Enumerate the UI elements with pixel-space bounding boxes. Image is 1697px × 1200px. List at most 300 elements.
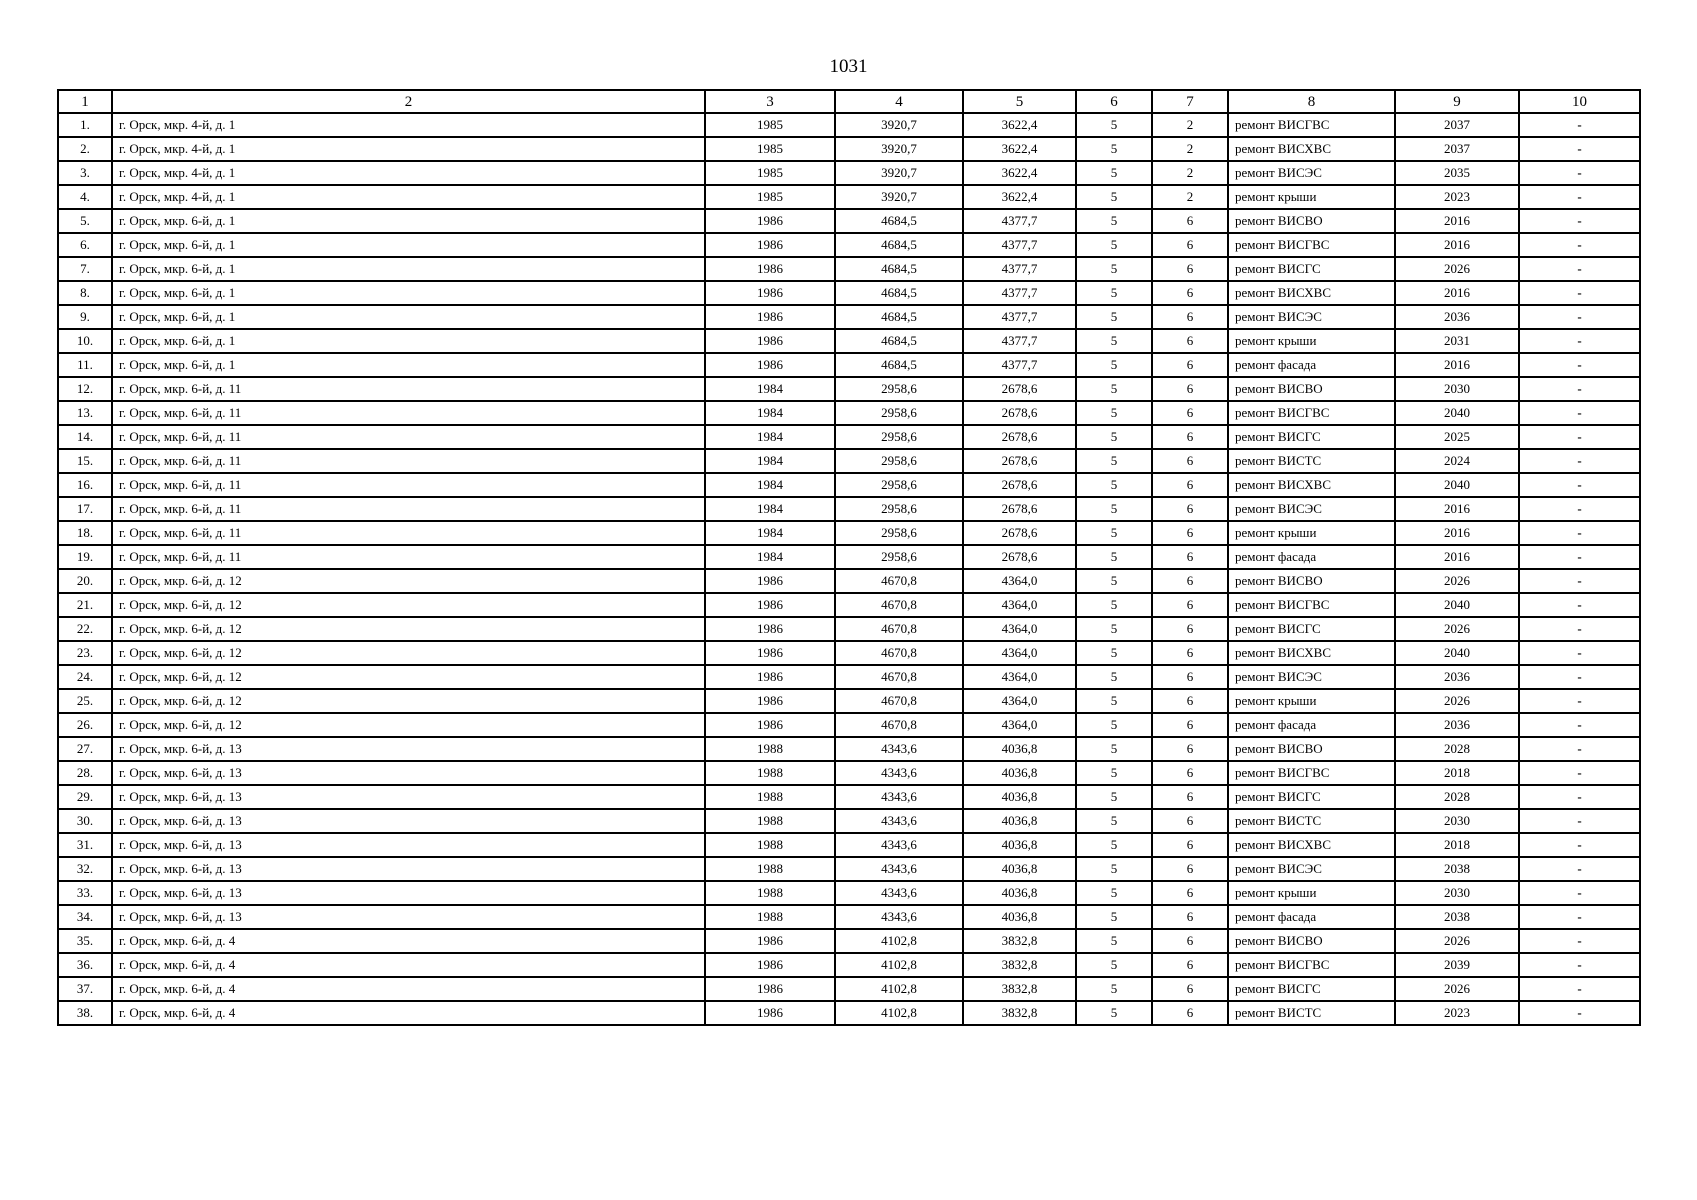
living-area-cell: 4036,8: [963, 857, 1076, 881]
entrances-cell: 6: [1152, 497, 1228, 521]
note-cell: -: [1519, 809, 1640, 833]
planned-year-cell: 2016: [1395, 521, 1519, 545]
living-area-cell: 4377,7: [963, 305, 1076, 329]
floors-cell: 5: [1076, 233, 1152, 257]
address-cell: г. Орск, мкр. 6-й, д. 1: [112, 353, 705, 377]
table-row: [58, 713, 1640, 737]
build-year-cell: 1984: [705, 521, 835, 545]
entrances-cell: 6: [1152, 977, 1228, 1001]
total-area-cell: 4343,6: [835, 905, 963, 929]
table-row: [58, 497, 1640, 521]
note-cell: -: [1519, 617, 1640, 641]
note-cell: -: [1519, 953, 1640, 977]
row-number-cell: 7.: [58, 257, 112, 281]
total-area-cell: 2958,6: [835, 449, 963, 473]
planned-year-cell: 2035: [1395, 161, 1519, 185]
entrances-cell: 2: [1152, 137, 1228, 161]
table-row: [58, 617, 1640, 641]
column-header: 2: [112, 90, 705, 113]
work-type-cell: ремонт ВИСГВС: [1228, 113, 1395, 137]
address-cell: г. Орск, мкр. 6-й, д. 4: [112, 929, 705, 953]
work-type-cell: ремонт ВИСЭС: [1228, 497, 1395, 521]
entrances-cell: 6: [1152, 953, 1228, 977]
work-type-cell: ремонт ВИСГС: [1228, 785, 1395, 809]
table-row: [58, 305, 1640, 329]
floors-cell: 5: [1076, 353, 1152, 377]
planned-year-cell: 2030: [1395, 881, 1519, 905]
build-year-cell: 1986: [705, 713, 835, 737]
floors-cell: 5: [1076, 449, 1152, 473]
floors-cell: 5: [1076, 617, 1152, 641]
planned-year-cell: 2040: [1395, 401, 1519, 425]
table-row: [58, 569, 1640, 593]
row-number-cell: 37.: [58, 977, 112, 1001]
total-area-cell: 2958,6: [835, 473, 963, 497]
table-row: [58, 545, 1640, 569]
floors-cell: 5: [1076, 641, 1152, 665]
entrances-cell: 6: [1152, 473, 1228, 497]
entrances-cell: 6: [1152, 257, 1228, 281]
entrances-cell: 6: [1152, 545, 1228, 569]
total-area-cell: 4670,8: [835, 665, 963, 689]
row-number-cell: 38.: [58, 1001, 112, 1025]
work-type-cell: ремонт ВИСТС: [1228, 809, 1395, 833]
total-area-cell: 4684,5: [835, 329, 963, 353]
total-area-cell: 3920,7: [835, 137, 963, 161]
row-number-cell: 14.: [58, 425, 112, 449]
build-year-cell: 1986: [705, 569, 835, 593]
total-area-cell: 4670,8: [835, 617, 963, 641]
living-area-cell: 4036,8: [963, 737, 1076, 761]
build-year-cell: 1984: [705, 473, 835, 497]
address-cell: г. Орск, мкр. 6-й, д. 13: [112, 785, 705, 809]
table-row: [58, 809, 1640, 833]
row-number-cell: 4.: [58, 185, 112, 209]
floors-cell: 5: [1076, 809, 1152, 833]
living-area-cell: 4036,8: [963, 761, 1076, 785]
note-cell: -: [1519, 257, 1640, 281]
floors-cell: 5: [1076, 761, 1152, 785]
planned-year-cell: 2031: [1395, 329, 1519, 353]
total-area-cell: 4102,8: [835, 929, 963, 953]
build-year-cell: 1984: [705, 449, 835, 473]
note-cell: -: [1519, 281, 1640, 305]
address-cell: г. Орск, мкр. 6-й, д. 1: [112, 281, 705, 305]
work-type-cell: ремонт ВИСХВС: [1228, 833, 1395, 857]
address-cell: г. Орск, мкр. 6-й, д. 12: [112, 641, 705, 665]
address-cell: г. Орск, мкр. 6-й, д. 13: [112, 905, 705, 929]
work-type-cell: ремонт крыши: [1228, 185, 1395, 209]
address-cell: г. Орск, мкр. 6-й, д. 4: [112, 1001, 705, 1025]
table-row: [58, 401, 1640, 425]
total-area-cell: 4102,8: [835, 953, 963, 977]
note-cell: -: [1519, 473, 1640, 497]
floors-cell: 5: [1076, 1001, 1152, 1025]
row-number-cell: 23.: [58, 641, 112, 665]
floors-cell: 5: [1076, 113, 1152, 137]
total-area-cell: 3920,7: [835, 185, 963, 209]
floors-cell: 5: [1076, 185, 1152, 209]
work-type-cell: ремонт ВИСХВС: [1228, 137, 1395, 161]
address-cell: г. Орск, мкр. 6-й, д. 12: [112, 593, 705, 617]
row-number-cell: 31.: [58, 833, 112, 857]
table-row: [58, 449, 1640, 473]
living-area-cell: 2678,6: [963, 497, 1076, 521]
total-area-cell: 4102,8: [835, 977, 963, 1001]
floors-cell: 5: [1076, 833, 1152, 857]
note-cell: -: [1519, 209, 1640, 233]
total-area-cell: 4670,8: [835, 569, 963, 593]
work-type-cell: ремонт ВИСТС: [1228, 449, 1395, 473]
row-number-cell: 33.: [58, 881, 112, 905]
total-area-cell: 4102,8: [835, 1001, 963, 1025]
table-row: [58, 737, 1640, 761]
build-year-cell: 1986: [705, 305, 835, 329]
total-area-cell: 4684,5: [835, 281, 963, 305]
row-number-cell: 20.: [58, 569, 112, 593]
total-area-cell: 2958,6: [835, 425, 963, 449]
planned-year-cell: 2024: [1395, 449, 1519, 473]
entrances-cell: 6: [1152, 905, 1228, 929]
floors-cell: 5: [1076, 929, 1152, 953]
build-year-cell: 1986: [705, 617, 835, 641]
build-year-cell: 1988: [705, 809, 835, 833]
note-cell: -: [1519, 425, 1640, 449]
total-area-cell: 4670,8: [835, 593, 963, 617]
work-type-cell: ремонт ВИСГС: [1228, 977, 1395, 1001]
floors-cell: 5: [1076, 281, 1152, 305]
living-area-cell: 4364,0: [963, 713, 1076, 737]
work-type-cell: ремонт ВИСВО: [1228, 929, 1395, 953]
floors-cell: 5: [1076, 881, 1152, 905]
row-number-cell: 26.: [58, 713, 112, 737]
row-number-cell: 8.: [58, 281, 112, 305]
living-area-cell: 4036,8: [963, 785, 1076, 809]
floors-cell: 5: [1076, 593, 1152, 617]
row-number-cell: 25.: [58, 689, 112, 713]
planned-year-cell: 2016: [1395, 281, 1519, 305]
planned-year-cell: 2016: [1395, 233, 1519, 257]
address-cell: г. Орск, мкр. 6-й, д. 11: [112, 377, 705, 401]
build-year-cell: 1986: [705, 233, 835, 257]
entrances-cell: 2: [1152, 161, 1228, 185]
work-type-cell: ремонт крыши: [1228, 689, 1395, 713]
living-area-cell: 4364,0: [963, 569, 1076, 593]
total-area-cell: 2958,6: [835, 545, 963, 569]
table-row: [58, 185, 1640, 209]
address-cell: г. Орск, мкр. 6-й, д. 1: [112, 233, 705, 257]
address-cell: г. Орск, мкр. 6-й, д. 1: [112, 257, 705, 281]
row-number-cell: 24.: [58, 665, 112, 689]
total-area-cell: 4343,6: [835, 833, 963, 857]
row-number-cell: 1.: [58, 113, 112, 137]
work-type-cell: ремонт ВИСВО: [1228, 377, 1395, 401]
living-area-cell: 3832,8: [963, 977, 1076, 1001]
build-year-cell: 1984: [705, 497, 835, 521]
note-cell: -: [1519, 689, 1640, 713]
build-year-cell: 1988: [705, 833, 835, 857]
note-cell: -: [1519, 233, 1640, 257]
note-cell: -: [1519, 929, 1640, 953]
address-cell: г. Орск, мкр. 6-й, д. 1: [112, 209, 705, 233]
work-type-cell: ремонт крыши: [1228, 329, 1395, 353]
work-type-cell: ремонт ВИСЭС: [1228, 857, 1395, 881]
entrances-cell: 6: [1152, 233, 1228, 257]
work-type-cell: ремонт фасада: [1228, 545, 1395, 569]
row-number-cell: 32.: [58, 857, 112, 881]
entrances-cell: 6: [1152, 641, 1228, 665]
entrances-cell: 6: [1152, 209, 1228, 233]
total-area-cell: 3920,7: [835, 113, 963, 137]
planned-year-cell: 2028: [1395, 785, 1519, 809]
entrances-cell: 6: [1152, 425, 1228, 449]
floors-cell: 5: [1076, 785, 1152, 809]
address-cell: г. Орск, мкр. 4-й, д. 1: [112, 137, 705, 161]
total-area-cell: 4684,5: [835, 353, 963, 377]
note-cell: -: [1519, 641, 1640, 665]
entrances-cell: 6: [1152, 617, 1228, 641]
build-year-cell: 1986: [705, 353, 835, 377]
entrances-cell: 6: [1152, 761, 1228, 785]
note-cell: -: [1519, 785, 1640, 809]
floors-cell: 5: [1076, 905, 1152, 929]
row-number-cell: 2.: [58, 137, 112, 161]
row-number-cell: 10.: [58, 329, 112, 353]
note-cell: -: [1519, 761, 1640, 785]
build-year-cell: 1985: [705, 185, 835, 209]
floors-cell: 5: [1076, 473, 1152, 497]
column-header: 5: [963, 90, 1076, 113]
entrances-cell: 6: [1152, 929, 1228, 953]
total-area-cell: 4684,5: [835, 233, 963, 257]
work-type-cell: ремонт фасада: [1228, 353, 1395, 377]
table-row: [58, 689, 1640, 713]
planned-year-cell: 2038: [1395, 857, 1519, 881]
living-area-cell: 4364,0: [963, 593, 1076, 617]
entrances-cell: 6: [1152, 1001, 1228, 1025]
note-cell: -: [1519, 881, 1640, 905]
work-type-cell: ремонт фасада: [1228, 905, 1395, 929]
table-row: [58, 1001, 1640, 1025]
row-number-cell: 29.: [58, 785, 112, 809]
planned-year-cell: 2016: [1395, 545, 1519, 569]
work-type-cell: ремонт ВИСГВС: [1228, 233, 1395, 257]
planned-year-cell: 2016: [1395, 497, 1519, 521]
table-row: [58, 209, 1640, 233]
address-cell: г. Орск, мкр. 6-й, д. 11: [112, 425, 705, 449]
work-type-cell: ремонт ВИСВО: [1228, 737, 1395, 761]
build-year-cell: 1988: [705, 737, 835, 761]
row-number-cell: 16.: [58, 473, 112, 497]
floors-cell: 5: [1076, 401, 1152, 425]
work-type-cell: ремонт ВИСВО: [1228, 209, 1395, 233]
build-year-cell: 1984: [705, 401, 835, 425]
build-year-cell: 1986: [705, 977, 835, 1001]
table-row: [58, 137, 1640, 161]
address-cell: г. Орск, мкр. 4-й, д. 1: [112, 113, 705, 137]
column-header: 7: [1152, 90, 1228, 113]
living-area-cell: 4364,0: [963, 665, 1076, 689]
living-area-cell: 4036,8: [963, 881, 1076, 905]
work-type-cell: ремонт ВИСЭС: [1228, 665, 1395, 689]
address-cell: г. Орск, мкр. 6-й, д. 13: [112, 737, 705, 761]
living-area-cell: 4036,8: [963, 833, 1076, 857]
planned-year-cell: 2037: [1395, 113, 1519, 137]
floors-cell: 5: [1076, 977, 1152, 1001]
total-area-cell: 4670,8: [835, 689, 963, 713]
column-header: 6: [1076, 90, 1152, 113]
total-area-cell: 4343,6: [835, 785, 963, 809]
entrances-cell: 6: [1152, 449, 1228, 473]
table-row: [58, 785, 1640, 809]
note-cell: -: [1519, 713, 1640, 737]
table-row: [58, 377, 1640, 401]
build-year-cell: 1986: [705, 689, 835, 713]
work-type-cell: ремонт ВИСГВС: [1228, 401, 1395, 425]
planned-year-cell: 2037: [1395, 137, 1519, 161]
planned-year-cell: 2016: [1395, 209, 1519, 233]
address-cell: г. Орск, мкр. 6-й, д. 13: [112, 809, 705, 833]
planned-year-cell: 2028: [1395, 737, 1519, 761]
total-area-cell: 4343,6: [835, 761, 963, 785]
planned-year-cell: 2026: [1395, 689, 1519, 713]
entrances-cell: 6: [1152, 569, 1228, 593]
planned-year-cell: 2040: [1395, 641, 1519, 665]
entrances-cell: 6: [1152, 665, 1228, 689]
column-header: 1: [58, 90, 112, 113]
entrances-cell: 6: [1152, 785, 1228, 809]
floors-cell: 5: [1076, 689, 1152, 713]
build-year-cell: 1986: [705, 665, 835, 689]
build-year-cell: 1986: [705, 281, 835, 305]
entrances-cell: 6: [1152, 881, 1228, 905]
note-cell: -: [1519, 377, 1640, 401]
note-cell: -: [1519, 593, 1640, 617]
total-area-cell: 4343,6: [835, 737, 963, 761]
build-year-cell: 1986: [705, 953, 835, 977]
total-area-cell: 2958,6: [835, 497, 963, 521]
floors-cell: 5: [1076, 713, 1152, 737]
planned-year-cell: 2030: [1395, 377, 1519, 401]
address-cell: г. Орск, мкр. 6-й, д. 1: [112, 305, 705, 329]
total-area-cell: 2958,6: [835, 401, 963, 425]
floors-cell: 5: [1076, 161, 1152, 185]
address-cell: г. Орск, мкр. 6-й, д. 11: [112, 473, 705, 497]
work-type-cell: ремонт ВИСГС: [1228, 257, 1395, 281]
work-type-cell: ремонт крыши: [1228, 521, 1395, 545]
address-cell: г. Орск, мкр. 6-й, д. 12: [112, 713, 705, 737]
build-year-cell: 1986: [705, 1001, 835, 1025]
total-area-cell: 4343,6: [835, 809, 963, 833]
planned-year-cell: 2040: [1395, 593, 1519, 617]
row-number-cell: 11.: [58, 353, 112, 377]
entrances-cell: 6: [1152, 305, 1228, 329]
table-row: [58, 425, 1640, 449]
floors-cell: 5: [1076, 377, 1152, 401]
note-cell: -: [1519, 449, 1640, 473]
build-year-cell: 1988: [705, 785, 835, 809]
living-area-cell: 3622,4: [963, 161, 1076, 185]
build-year-cell: 1986: [705, 593, 835, 617]
living-area-cell: 4377,7: [963, 329, 1076, 353]
row-number-cell: 30.: [58, 809, 112, 833]
living-area-cell: 2678,6: [963, 473, 1076, 497]
planned-year-cell: 2026: [1395, 617, 1519, 641]
note-cell: -: [1519, 329, 1640, 353]
address-cell: г. Орск, мкр. 6-й, д. 13: [112, 833, 705, 857]
build-year-cell: 1986: [705, 929, 835, 953]
header-row: [58, 90, 1640, 113]
planned-year-cell: 2036: [1395, 305, 1519, 329]
total-area-cell: 2958,6: [835, 377, 963, 401]
table-header: [58, 90, 1640, 113]
living-area-cell: 3832,8: [963, 1001, 1076, 1025]
work-type-cell: ремонт ВИСГС: [1228, 425, 1395, 449]
planned-year-cell: 2030: [1395, 809, 1519, 833]
row-number-cell: 15.: [58, 449, 112, 473]
floors-cell: 5: [1076, 329, 1152, 353]
note-cell: -: [1519, 737, 1640, 761]
living-area-cell: 3622,4: [963, 137, 1076, 161]
row-number-cell: 36.: [58, 953, 112, 977]
row-number-cell: 9.: [58, 305, 112, 329]
address-cell: г. Орск, мкр. 6-й, д. 13: [112, 857, 705, 881]
table-row: [58, 161, 1640, 185]
planned-year-cell: 2023: [1395, 185, 1519, 209]
column-header: 10: [1519, 90, 1640, 113]
address-cell: г. Орск, мкр. 6-й, д. 4: [112, 977, 705, 1001]
row-number-cell: 17.: [58, 497, 112, 521]
address-cell: г. Орск, мкр. 6-й, д. 13: [112, 881, 705, 905]
living-area-cell: 3622,4: [963, 113, 1076, 137]
note-cell: -: [1519, 857, 1640, 881]
table-row: [58, 905, 1640, 929]
table-row: [58, 473, 1640, 497]
row-number-cell: 12.: [58, 377, 112, 401]
column-header: 9: [1395, 90, 1519, 113]
total-area-cell: 3920,7: [835, 161, 963, 185]
build-year-cell: 1986: [705, 329, 835, 353]
row-number-cell: 28.: [58, 761, 112, 785]
living-area-cell: 4364,0: [963, 641, 1076, 665]
note-cell: -: [1519, 305, 1640, 329]
living-area-cell: 2678,6: [963, 545, 1076, 569]
table-row: [58, 929, 1640, 953]
living-area-cell: 3622,4: [963, 185, 1076, 209]
address-cell: г. Орск, мкр. 6-й, д. 13: [112, 761, 705, 785]
row-number-cell: 18.: [58, 521, 112, 545]
living-area-cell: 2678,6: [963, 521, 1076, 545]
entrances-cell: 6: [1152, 737, 1228, 761]
floors-cell: 5: [1076, 137, 1152, 161]
note-cell: -: [1519, 545, 1640, 569]
table-row: [58, 353, 1640, 377]
row-number-cell: 34.: [58, 905, 112, 929]
work-type-cell: ремонт фасада: [1228, 713, 1395, 737]
table-row: [58, 761, 1640, 785]
build-year-cell: 1985: [705, 161, 835, 185]
table-row: [58, 977, 1640, 1001]
column-header: 4: [835, 90, 963, 113]
build-year-cell: 1988: [705, 881, 835, 905]
column-header: 8: [1228, 90, 1395, 113]
entrances-cell: 6: [1152, 809, 1228, 833]
note-cell: -: [1519, 185, 1640, 209]
floors-cell: 5: [1076, 569, 1152, 593]
note-cell: -: [1519, 569, 1640, 593]
row-number-cell: 6.: [58, 233, 112, 257]
entrances-cell: 6: [1152, 329, 1228, 353]
